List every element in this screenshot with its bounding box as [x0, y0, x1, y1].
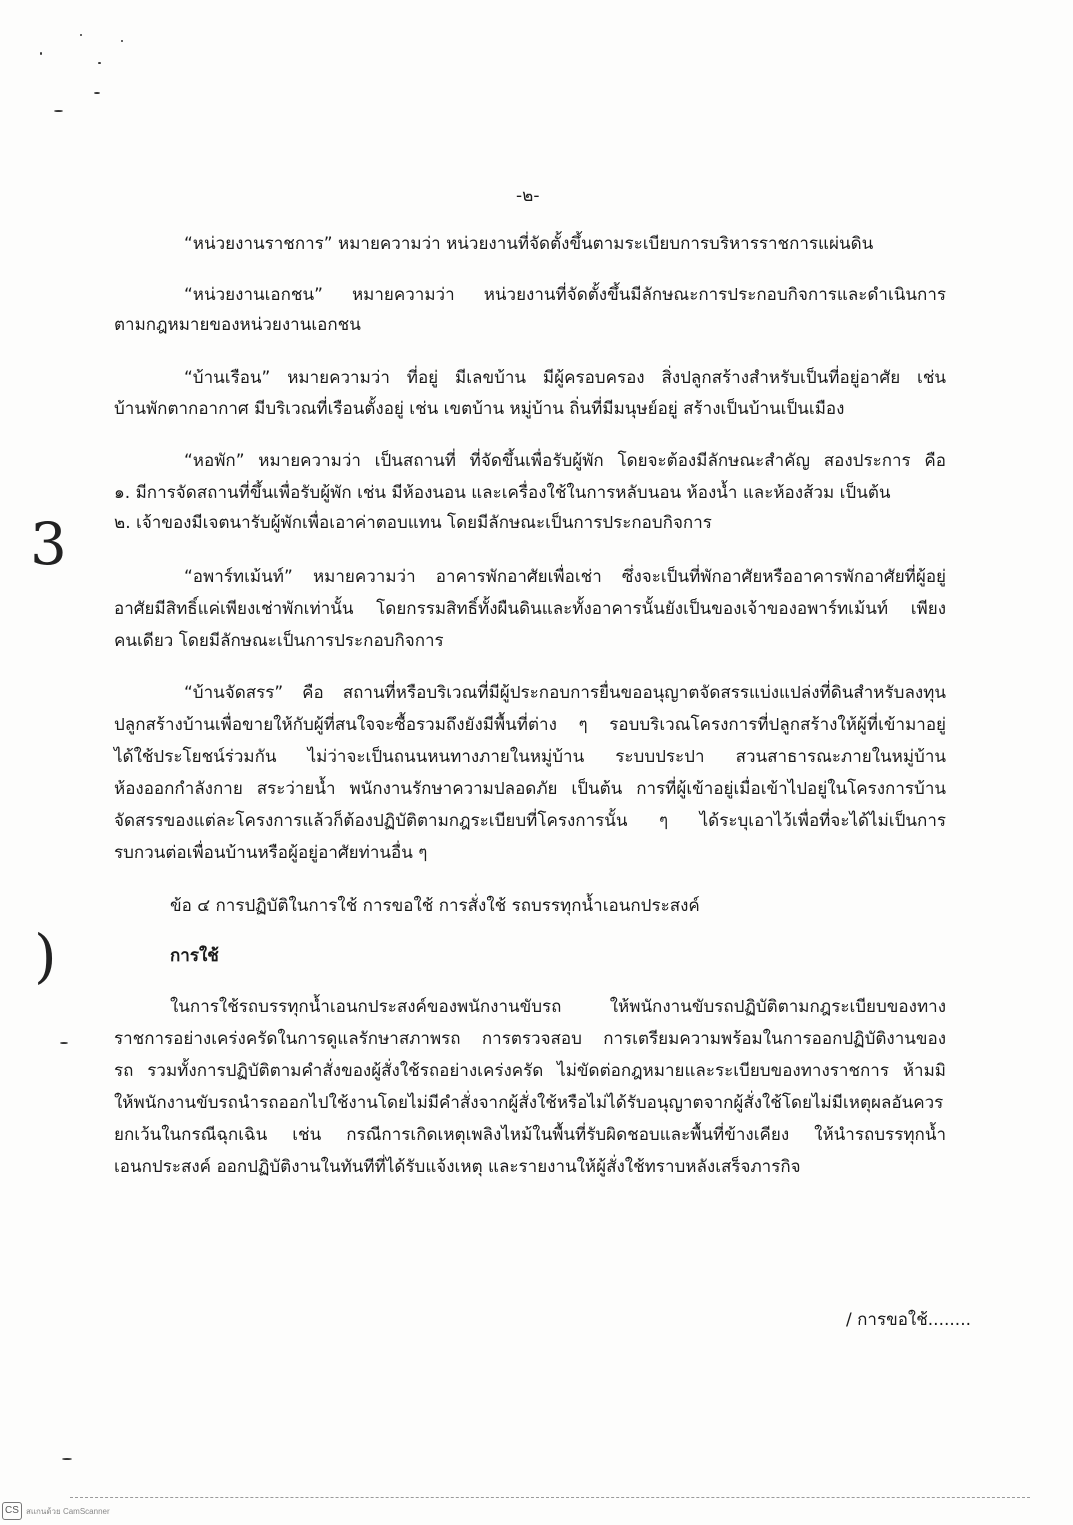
definition-housing-estate-cont-2: ได้ใช้ประโยชน์ร่วมกัน ไม่ว่าจะเป็นถนนหนทางภายในหมู่บ้าน ระบบประปา สวนสาธารณะภายในหมู่บ้าน	[114, 747, 946, 767]
section-4-heading: ข้อ ๔ การปฏิบัติในการใช้ การขอใช้ การสั่งใช้ รถบรรทุกน้ำเอนกประสงค์	[170, 896, 700, 916]
definition-housing-estate-cont-4: จัดสรรของแต่ละโครงการแล้วก็ต้องปฏิบัติตามกฎระเบียบที่โครงการนั้น ๆ ได้ระบุเอาไว้เพื่อที่จะได้ไม่เป็นการ	[114, 811, 946, 831]
definition-dormitory: “หอพัก” หมายความว่า เป็นสถานที่ ที่จัดขึ้นเพื่อรับผู้พัก โดยจะต้องมีลักษณะสำคัญ สองประการ คือ	[184, 451, 946, 471]
usage-paragraph-line-1: ในการใช้รถบรรทุกน้ำเอนกประสงค์ของพนักงานขับรถ ให้พนักงานขับรถปฏิบัติตามกฎระเบียบของทาง	[170, 997, 946, 1017]
margin-hole-mark-upper: 3	[30, 510, 67, 578]
scanner-watermark	[2, 1502, 110, 1520]
scan-speck	[54, 110, 63, 112]
scan-speck	[62, 1458, 72, 1460]
scan-speck	[40, 52, 42, 55]
dormitory-item-1: ๑. มีการจัดสถานที่ขึ้นเพื่อรับผู้พัก เช่น มีห้องนอน และเครื่องใช้ในการหลับนอน ห้องน้ำ และห้องส้วม เป็นต้น	[114, 483, 891, 503]
camscanner-logo: CS	[2, 1502, 22, 1520]
scan-edge-line	[70, 1497, 1030, 1498]
margin-hole-mark-lower: )	[34, 922, 57, 990]
continued-next-page: / การขอใช้........	[846, 1310, 972, 1330]
definition-apartment-cont-1: อาศัยมีสิทธิ์แค่เพียงเช่าพักเท่านั้น โดยกรรมสิทธิ์ทั้งผืนดินและทั้งอาคารนั้นยังเป็นของเจ้าของอพาร์ทเม้นท์ เพียง	[114, 599, 946, 619]
definition-housing-estate-cont-1: ปลูกสร้างบ้านเพื่อขายให้กับผู้ที่สนใจจะซื้อรวมถึงยังมีพื้นที่ต่าง ๆ รอบบริเวณโครงการที่ปลูกสร้างให้ผู้ที่เข้ามาอยู่	[114, 715, 946, 735]
definition-private-agency-cont: ตามกฎหมายของหน่วยงานเอกชน	[114, 315, 361, 335]
dormitory-item-2: ๒. เจ้าของมีเจตนารับผู้พักเพื่อเอาค่าตอบแทน โดยมีลักษณะเป็นการประกอบกิจการ	[114, 513, 712, 533]
definition-apartment-cont-2: คนเดียว โดยมีลักษณะเป็นการประกอบกิจการ	[114, 631, 444, 651]
usage-paragraph-line-4: ให้พนักงานขับรถนำรถออกไปใช้งานโดยไม่มีคำสั่งจากผู้สั่งใช้หรือไม่ได้รับอนุญาตจากผู้สั่งใช้โดยไม่มีเหตุผลอันควร	[114, 1093, 944, 1113]
definition-private-agency: “หน่วยงานเอกชน” หมายความว่า หน่วยงานที่จัดตั้งขึ้นมีลักษณะการประกอบกิจการและดำเนินการ	[184, 285, 946, 305]
definition-apartment: “อพาร์ทเม้นท์” หมายความว่า อาคารพักอาศัยเพื่อเช่า ซึ่งจะเป็นที่พักอาศัยหรืออาคารพักอาศัยที่ผู้อยู่	[184, 567, 946, 587]
scan-speck	[121, 40, 123, 42]
page-number: -๒-	[516, 186, 540, 206]
scan-speck	[60, 1042, 68, 1044]
definition-housing-estate-cont-3: ห้องออกกำลังกาย สระว่ายน้ำ พนักงานรักษาความปลอดภัย เป็นต้น การที่ผู้เข้าอยู่เมื่อเข้าไปอยู่ในโครงการบ้าน	[114, 779, 946, 799]
definition-government-agency: “หน่วยงานราชการ” หมายความว่า หน่วยงานที่จัดตั้งขึ้นตามระเบียบการบริหารราชการแผ่นดิน	[184, 234, 874, 254]
definition-housing-estate-cont-5: รบกวนต่อเพื่อนบ้านหรือผู้อยู่อาศัยท่านอื่น ๆ	[114, 843, 428, 863]
camscanner-label: สแกนด้วย CamScanner	[26, 1506, 110, 1516]
usage-paragraph-line-3: รถ รวมทั้งการปฏิบัติตามคำสั่งของผู้สั่งใช้รถอย่างเคร่งครัด ไม่ขัดต่อกฎหมายและระเบียบของทางราชการ ห้ามมิ	[114, 1061, 946, 1081]
scan-speck	[98, 62, 101, 64]
definition-house-cont: บ้านพักตากอากาศ มีบริเวณที่เรือนตั้งอยู่ เช่น เขตบ้าน หมู่บ้าน ถิ่นที่มีมนุษย์อยู่ สร้างเป็นบ้านเป็นเมือง	[114, 399, 845, 419]
usage-paragraph-line-5: ยกเว้นในกรณีฉุกเฉิน เช่น กรณีการเกิดเหตุเพลิงไหม้ในพื้นที่รับผิดชอบและพื้นที่ข้างเคียง ให้นำรถบรรทุกน้ำ	[114, 1125, 946, 1145]
scan-speck	[80, 34, 82, 36]
usage-paragraph-line-6: เอนกประสงค์ ออกปฏิบัติงานในทันทีที่ได้รับแจ้งเหตุ และรายงานให้ผู้สั่งใช้ทราบหลังเสร็จภารกิจ	[114, 1157, 801, 1177]
definition-house: “บ้านเรือน” หมายความว่า ที่อยู่ มีเลขบ้าน มีผู้ครอบครอง สิ่งปลูกสร้างสำหรับเป็นที่อยู่อาศัย เช่น	[184, 368, 946, 388]
definition-housing-estate: “บ้านจัดสรร” คือ สถานที่หรือบริเวณที่มีผู้ประกอบการยื่นขออนุญาตจัดสรรแบ่งแปล่งที่ดินสำหรับลงทุน	[184, 683, 946, 703]
usage-paragraph-line-2: ราชการอย่างเคร่งครัดในการดูแลรักษาสภาพรถ การตรวจสอบ การเตรียมความพร้อมในการออกปฏิบัติงานของ	[114, 1029, 946, 1049]
subheading-usage: การใช้	[170, 946, 219, 966]
scan-speck	[94, 92, 100, 94]
